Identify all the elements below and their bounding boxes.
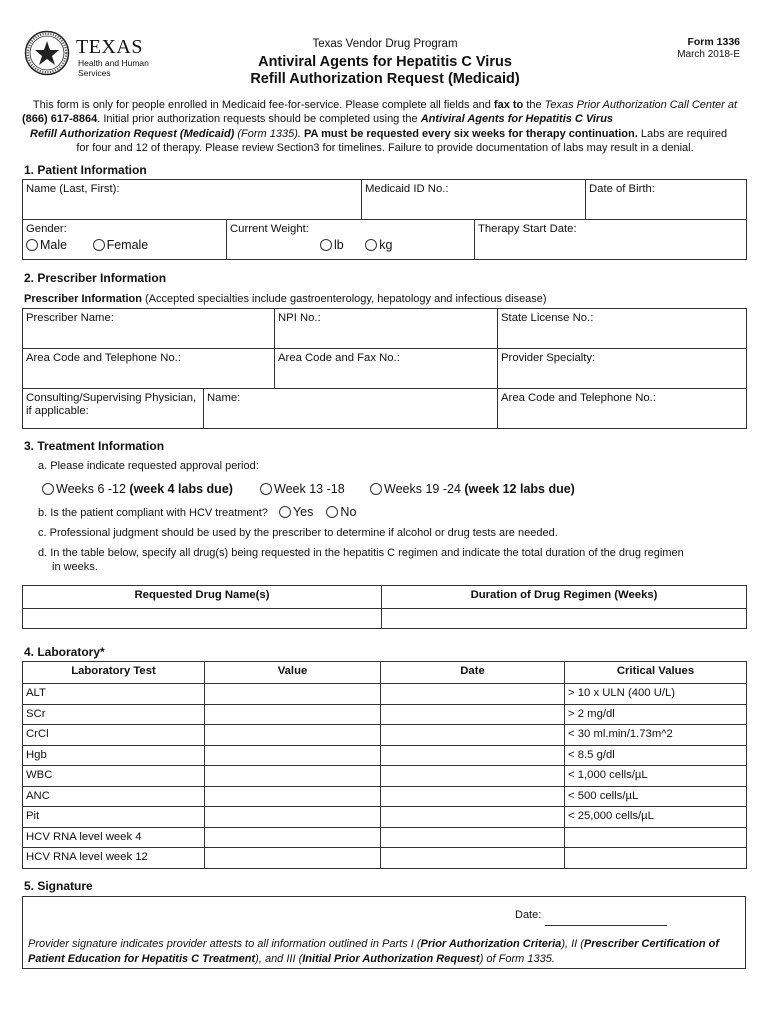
consulting-name-field[interactable]: Name: bbox=[204, 389, 498, 429]
section-lab-title: 4. Laboratory* bbox=[24, 645, 105, 659]
lab-value-input[interactable] bbox=[205, 807, 381, 828]
npi-field[interactable]: NPI No.: bbox=[275, 309, 498, 349]
lab-date-input[interactable] bbox=[381, 827, 565, 848]
program-name: Texas Vendor Drug Program bbox=[312, 38, 458, 50]
lab-date-input[interactable] bbox=[381, 848, 565, 869]
dob-field[interactable]: Date of Birth: bbox=[586, 180, 747, 220]
form-number-block bbox=[677, 36, 740, 61]
form-number: Form 1336 bbox=[687, 36, 740, 48]
female-radio[interactable] bbox=[93, 239, 105, 251]
lab-value-input[interactable] bbox=[205, 786, 381, 807]
lab-value-header: Value bbox=[205, 662, 381, 684]
lab-date-input[interactable] bbox=[381, 725, 565, 746]
specialty-field[interactable]: Provider Specialty: bbox=[498, 349, 747, 389]
weeks-13-18-option: Week 13 -18 bbox=[260, 482, 345, 496]
table-row: HCV RNA level week 12 bbox=[23, 848, 747, 869]
table-row: Pit < 25,000 cells/µL bbox=[23, 807, 747, 828]
lab-value-input[interactable] bbox=[205, 745, 381, 766]
laboratory-table bbox=[22, 661, 747, 869]
form-title: Antiviral Agents for Hepatitis C Virus bbox=[258, 54, 512, 70]
patient-info-table-2 bbox=[22, 219, 747, 260]
weeks-13-18-radio[interactable] bbox=[260, 483, 272, 495]
lab-date-input[interactable] bbox=[381, 704, 565, 725]
lab-date-input[interactable] bbox=[381, 766, 565, 787]
brand-subtitle: Health and Human Services bbox=[78, 58, 149, 78]
gender-cell bbox=[23, 220, 227, 260]
section-patient-title: 1. Patient Information bbox=[24, 163, 147, 177]
gender-label: Gender: bbox=[26, 223, 67, 235]
male-radio[interactable] bbox=[26, 239, 38, 251]
prescriber-table bbox=[22, 308, 747, 429]
section-treatment-title: 3. Treatment Information bbox=[24, 439, 165, 453]
compliant-yes-radio[interactable] bbox=[279, 506, 291, 518]
table-row: WBC < 1,000 cells/µL bbox=[23, 766, 747, 787]
lab-date-header: Date bbox=[381, 662, 565, 684]
compliant-no-radio[interactable] bbox=[326, 506, 338, 518]
duration-input[interactable] bbox=[382, 609, 747, 629]
lab-value-input[interactable] bbox=[205, 704, 381, 725]
lb-label: lb bbox=[334, 238, 344, 252]
female-label: Female bbox=[106, 238, 149, 252]
drug-name-header: Requested Drug Name(s) bbox=[23, 586, 382, 609]
question-b: b. Is the patient compliant with HCV treatment? Yes No bbox=[38, 505, 357, 519]
table-row: SCr > 2 mg/dl bbox=[23, 704, 747, 725]
question-d: d. In the table below, specify all drug(s) being requested in the hepatitis C regimen and indicate the total duration of the drug regimen in weeks. bbox=[38, 547, 684, 573]
lab-test-header: Laboratory Test bbox=[23, 662, 205, 684]
intro-text: This form is only for people enrolled in Medicaid fee-for-service. Please complete all fields and fax to the Texas Prior Authorization Call Center at (866) 617-8864. Initial prior authorization requests should be completed using the Antiviral Agents for Hepatitis C Virus Refill Authorization Request (Medicaid) (Form 1335). PA must be requested every six weeks for therapy continuation. Labs are required for four and 12 of therapy. Please review Section3 for timelines. Failure to provide documentation of labs may result in a denial. bbox=[22, 99, 738, 154]
state-license-field[interactable]: State License No.: bbox=[498, 309, 747, 349]
weight-cell[interactable] bbox=[227, 220, 475, 260]
lab-date-input[interactable] bbox=[381, 745, 565, 766]
critical-values-header: Critical Values bbox=[565, 662, 747, 684]
kg-label: kg bbox=[379, 238, 393, 252]
section-signature-title: 5. Signature bbox=[24, 879, 93, 893]
form-date: March 2018-E bbox=[677, 49, 740, 60]
date-label: Date: bbox=[515, 909, 542, 921]
table-row: CrCl < 30 ml.min/1.73m^2 bbox=[23, 725, 747, 746]
lab-date-input[interactable] bbox=[381, 786, 565, 807]
therapy-start-field[interactable]: Therapy Start Date: bbox=[475, 220, 747, 260]
lab-value-input[interactable] bbox=[205, 684, 381, 705]
lab-date-input[interactable] bbox=[381, 684, 565, 705]
weeks-19-24-radio[interactable] bbox=[370, 483, 382, 495]
kg-radio[interactable] bbox=[365, 239, 377, 251]
lb-radio[interactable] bbox=[320, 239, 332, 251]
question-c: c. Professional judgment should be used by the prescriber to determine if alcohol or drug tests are needed. bbox=[38, 527, 558, 539]
form-subtitle: Refill Authorization Request (Medicaid) bbox=[250, 71, 520, 87]
lab-value-input[interactable] bbox=[205, 848, 381, 869]
fax-field[interactable]: Area Code and Fax No.: bbox=[275, 349, 498, 389]
consulting-phone-field[interactable]: Area Code and Telephone No.: bbox=[498, 389, 747, 429]
table-row: Hgb < 8.5 g/dl bbox=[23, 745, 747, 766]
consulting-label: Consulting/Supervising Physician, if applicable: bbox=[23, 389, 204, 429]
signature-attestation: Provider signature indicates provider attests to all information outlined in Parts I (Prior Authorization Criteria), II (Prescriber Certification of Patient Education for Hepatitis C Treatment), and III (Initial Prior Authorization Request) of Form 1335. bbox=[28, 938, 720, 965]
table-row: ALT > 10 x ULN (400 U/L) bbox=[23, 684, 747, 705]
telephone-field[interactable]: Area Code and Telephone No.: bbox=[23, 349, 275, 389]
medicaid-id-field[interactable]: Medicaid ID No.: bbox=[362, 180, 586, 220]
duration-header: Duration of Drug Regimen (Weeks) bbox=[382, 586, 747, 609]
lab-value-input[interactable] bbox=[205, 827, 381, 848]
approval-period-options: Weeks 6 -12 (week 4 labs due) bbox=[42, 482, 233, 496]
weeks-6-12-radio[interactable] bbox=[42, 483, 54, 495]
male-label: Male bbox=[40, 238, 68, 252]
drug-name-input[interactable] bbox=[23, 609, 382, 629]
brand-name: TEXAS bbox=[76, 36, 143, 58]
patient-info-table bbox=[22, 179, 747, 220]
weeks-19-24-option: Weeks 19 -24 (week 12 labs due) bbox=[370, 482, 575, 496]
prescriber-name-field[interactable]: Prescriber Name: bbox=[23, 309, 275, 349]
table-row: HCV RNA level week 4 bbox=[23, 827, 747, 848]
date-line[interactable] bbox=[545, 925, 667, 926]
lab-value-input[interactable] bbox=[205, 766, 381, 787]
section-prescriber-title: 2. Prescriber Information bbox=[24, 271, 167, 285]
lab-value-input[interactable] bbox=[205, 725, 381, 746]
form-header bbox=[0, 38, 770, 88]
drug-regimen-table bbox=[22, 585, 747, 629]
weight-label: Current Weight: bbox=[230, 223, 309, 235]
patient-name-field[interactable]: Name (Last, First): bbox=[23, 180, 362, 220]
lab-date-input[interactable] bbox=[381, 807, 565, 828]
prescriber-subtitle: Prescriber Information (Accepted specialties include gastroenterology, hepatology and infectious disease) bbox=[24, 293, 547, 305]
table-row: ANC < 500 cells/µL bbox=[23, 786, 747, 807]
question-a: a. Please indicate requested approval period: bbox=[38, 460, 259, 472]
